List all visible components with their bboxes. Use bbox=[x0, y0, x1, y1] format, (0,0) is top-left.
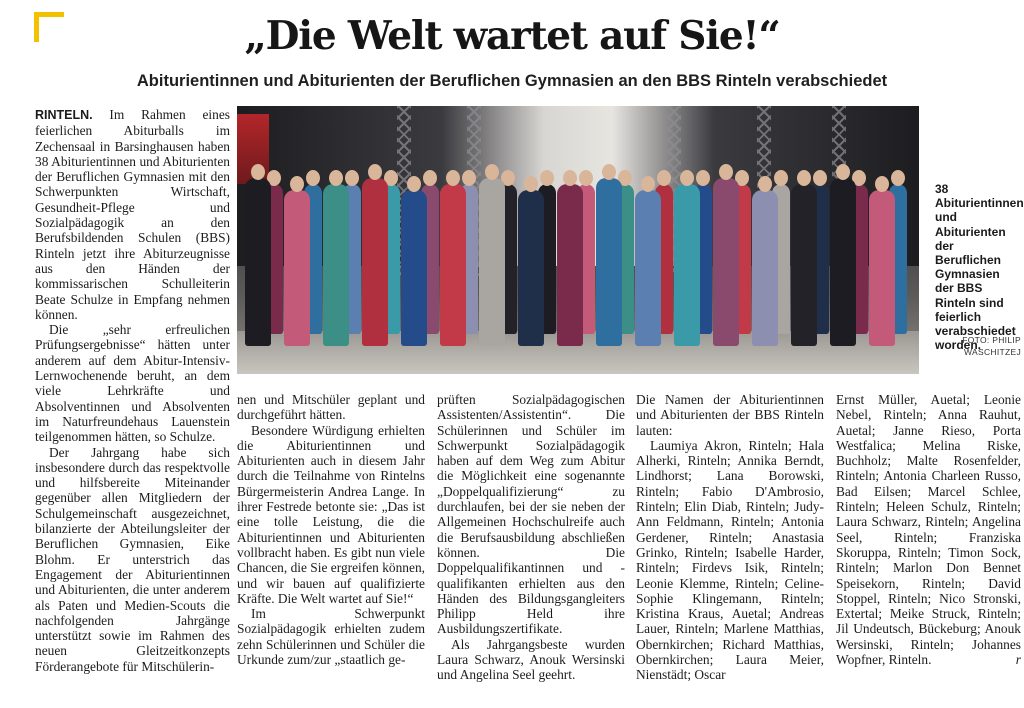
person-head bbox=[368, 164, 382, 180]
photo-caption: 38 Abiturientinnen und Abiturienten der Beruflichen Gymnasien der BBS Rinteln sind feierlich verabschiedet worden. bbox=[935, 182, 1024, 353]
person-head bbox=[329, 170, 343, 186]
person-figure bbox=[791, 184, 817, 346]
person-figure bbox=[479, 178, 505, 346]
person-figure bbox=[752, 190, 778, 346]
person-head bbox=[891, 170, 905, 186]
person-head bbox=[813, 170, 827, 186]
headline: „Die Welt wartet auf Sie!“ bbox=[244, 13, 780, 59]
paragraph: Die „sehr erfreulichen Prüfungsergebnisse“ hätten unter anderem auf dem Abitur-Intensiv-Lernwochenende beruht, an dem viele Lehrkräfte und Absolventinnen und Absolventen im Naturfreundehaus Lauenstein teilgenommen hätten, so Schulze. bbox=[35, 322, 230, 445]
person-head bbox=[836, 164, 850, 180]
person-figure bbox=[869, 190, 895, 346]
person-head bbox=[446, 170, 460, 186]
person-figure bbox=[830, 178, 856, 346]
person-head bbox=[680, 170, 694, 186]
person-figure bbox=[284, 190, 310, 346]
person-head bbox=[758, 176, 772, 192]
paragraph: Laumiya Akron, Rinteln; Hala Alherki, Rinteln; Annika Berndt, Lindhorst; Lana Borowski, Rinteln; Fabio D'Ambrosio, Rinteln; Elin Diab, Rinteln; Judy-Ann Feldmann, Rinteln; Antonia Gerdener, Rinteln; Anastasia Grinko, Rinteln; Isabelle Harder, Rinteln; Firdevs Isik, Rinteln; Leonie Klemme, Rinteln; Celine-Sophie Klingemann, Rinteln; Kristina Kraus, Auetal; Andreas Lauer, Rinteln; Marlene Matthias, Obernkirchen; Richard Matthias, Obernkirchen; Laura Meier, Nienstädt; Oscar bbox=[636, 437, 824, 683]
person-head bbox=[875, 176, 889, 192]
person-head bbox=[657, 170, 671, 186]
person-figure bbox=[557, 184, 583, 346]
person-figure bbox=[713, 178, 739, 346]
paragraph: Besondere Würdigung erhielten die Abiturientinnen und Abiturienten auch in diesem Jahr durch die Teilnahme von Rintelns Bürgermeisterin Andrea Lange. In ihrer Festrede betonte sie: „Das ist eine tolle Leistung, die die Abiturientinnen und Abiturienten vollbracht haben. Es gibt nun viele Chancen, die Sie ergreifen können, und wir bauen auf qualifizierte Kräfte. Die Welt wartet auf Sie!“ bbox=[237, 422, 425, 606]
person-head bbox=[719, 164, 733, 180]
paragraph: Als Jahrgangsbeste wurden Laura Schwarz, Anouk Wersinski und Angelina Seel geehrt. bbox=[437, 636, 625, 683]
person-figure bbox=[362, 178, 388, 346]
group-photo bbox=[237, 106, 919, 374]
paragraph: Der Jahrgang habe sich insbesondere durch das respektvolle und hilfsbereite Miteinander gegenüber allen Mitgliedern der Schulgemeinschaft ausgezeichnet, bilanzierte der Abteilungsleiter der Beruflichen Gymnasien, Eike Blohm. Er unterstrich das Engagement der Abiturientinnen und Abiturienten, die unter anderem als Paten und Medien-Scouts die nachfolgenden Jahrgänge unterstützt sowie im Rahmen des neuen Gleitzeitkonzepts Förderangebote für Mitschülerin- bbox=[35, 444, 230, 674]
person-figure bbox=[518, 190, 544, 346]
person-figure bbox=[596, 178, 622, 346]
person-figure bbox=[674, 184, 700, 346]
photo-credit: FOTO: PHILIP WASCHITZEJ bbox=[962, 335, 1021, 357]
person-head bbox=[462, 170, 476, 186]
column-2 bbox=[237, 392, 425, 667]
person-head bbox=[540, 170, 554, 186]
person-head bbox=[696, 170, 710, 186]
person-head bbox=[641, 176, 655, 192]
person-head bbox=[345, 170, 359, 186]
person-head bbox=[602, 164, 616, 180]
person-head bbox=[579, 170, 593, 186]
paragraph: Die Namen der Abiturientinnen und Abiturienten der BBS Rinteln lauten: bbox=[636, 392, 824, 438]
column-3 bbox=[437, 392, 625, 683]
person-head bbox=[306, 170, 320, 186]
paragraph: Im Schwerpunkt Sozialpädagogik erhielten zudem zehn Schülerinnen und Schüler die Urkunde zum/zur „staatlich ge- bbox=[237, 606, 425, 668]
person-figure bbox=[323, 184, 349, 346]
person-head bbox=[524, 176, 538, 192]
subheadline: Abiturientinnen und Abiturienten der Beruflichen Gymnasien an den BBS Rinteln verabschiedet bbox=[136, 72, 888, 90]
column-4 bbox=[636, 392, 824, 683]
person-head bbox=[563, 170, 577, 186]
column-5 bbox=[836, 392, 1021, 667]
person-figure bbox=[635, 190, 661, 346]
paragraph: prüften Sozialpädagogischen Assistenten/Assistentin“. Die Schülerinnen und Schüler im Schwerpunkt Sozialpädagogik haben auf dem Weg zum Abitur die Möglichkeit eine sogenannte „Doppelqualifizierung“ zu durchlaufen, bei der sie neben der Allgemeinen Hochschulreife auch die Berufsausbildung abschließen können. Die Doppelqualifikantinnen und -qualifikanten erhielten aus den Händen des Bildungsgangleiters Philipp Held ihre Ausbildungszertifikate. bbox=[437, 392, 625, 637]
person-head bbox=[407, 176, 421, 192]
person-head bbox=[797, 170, 811, 186]
column-1 bbox=[35, 107, 230, 674]
person-figure bbox=[401, 190, 427, 346]
person-head bbox=[251, 164, 265, 180]
dateline: RINTELN. bbox=[35, 108, 93, 122]
paragraph: Ernst Müller, Auetal; Leonie Nebel, Rinteln; Anna Rauhut, Auetal; Janne Rieso, Porta Westfalica; Melina Riske, Buchholz; Malte Rosenfelder, Rinteln; Antonia Charleen Russo, Bad Eilsen; Marcel Schlee, Rinteln; Heleen Schulz, Rinteln; Laura Schwarz, Rinteln; Angelina Seel, Rinteln; Franziska Skoruppa, Rinteln; Timon Sock, Rinteln; Marlon Don Bennet Speisekorn, Rinteln; David Stoppel, Rinteln; Nico Stronski, Extertal; Meike Struck, Rinteln; Jil Undeutsch, Bückeburg; Anouk Wersinski, Rinteln; Johannes Wopfner, Rinteln. r bbox=[836, 392, 1021, 668]
paragraph: nen und Mitschüler geplant und durchgeführt hätten. bbox=[237, 392, 425, 423]
person-head bbox=[290, 176, 304, 192]
person-head bbox=[423, 170, 437, 186]
paragraph: RINTELN. Im Rahmen eines feierlichen Abiturballs im Zechensaal in Barsinghausen haben 38 Abiturientinnen und Abiturienten der Beruflichen Gymnasien mit den Schwerpunkten Wirtschaft, Gesundheit-Pflege und Sozialpädagogik an den Berufsbildenden Schulen (BBS) Rinteln jetzt ihre Abiturzeugnisse aus den Händen der kommissarischen Schulleiterin Beate Schulze in Empfang nehmen können. bbox=[35, 107, 230, 322]
person-figure bbox=[440, 184, 466, 346]
end-mark: r bbox=[1015, 652, 1021, 668]
person-head bbox=[774, 170, 788, 186]
person-figure bbox=[245, 178, 271, 346]
person-head bbox=[485, 164, 499, 180]
